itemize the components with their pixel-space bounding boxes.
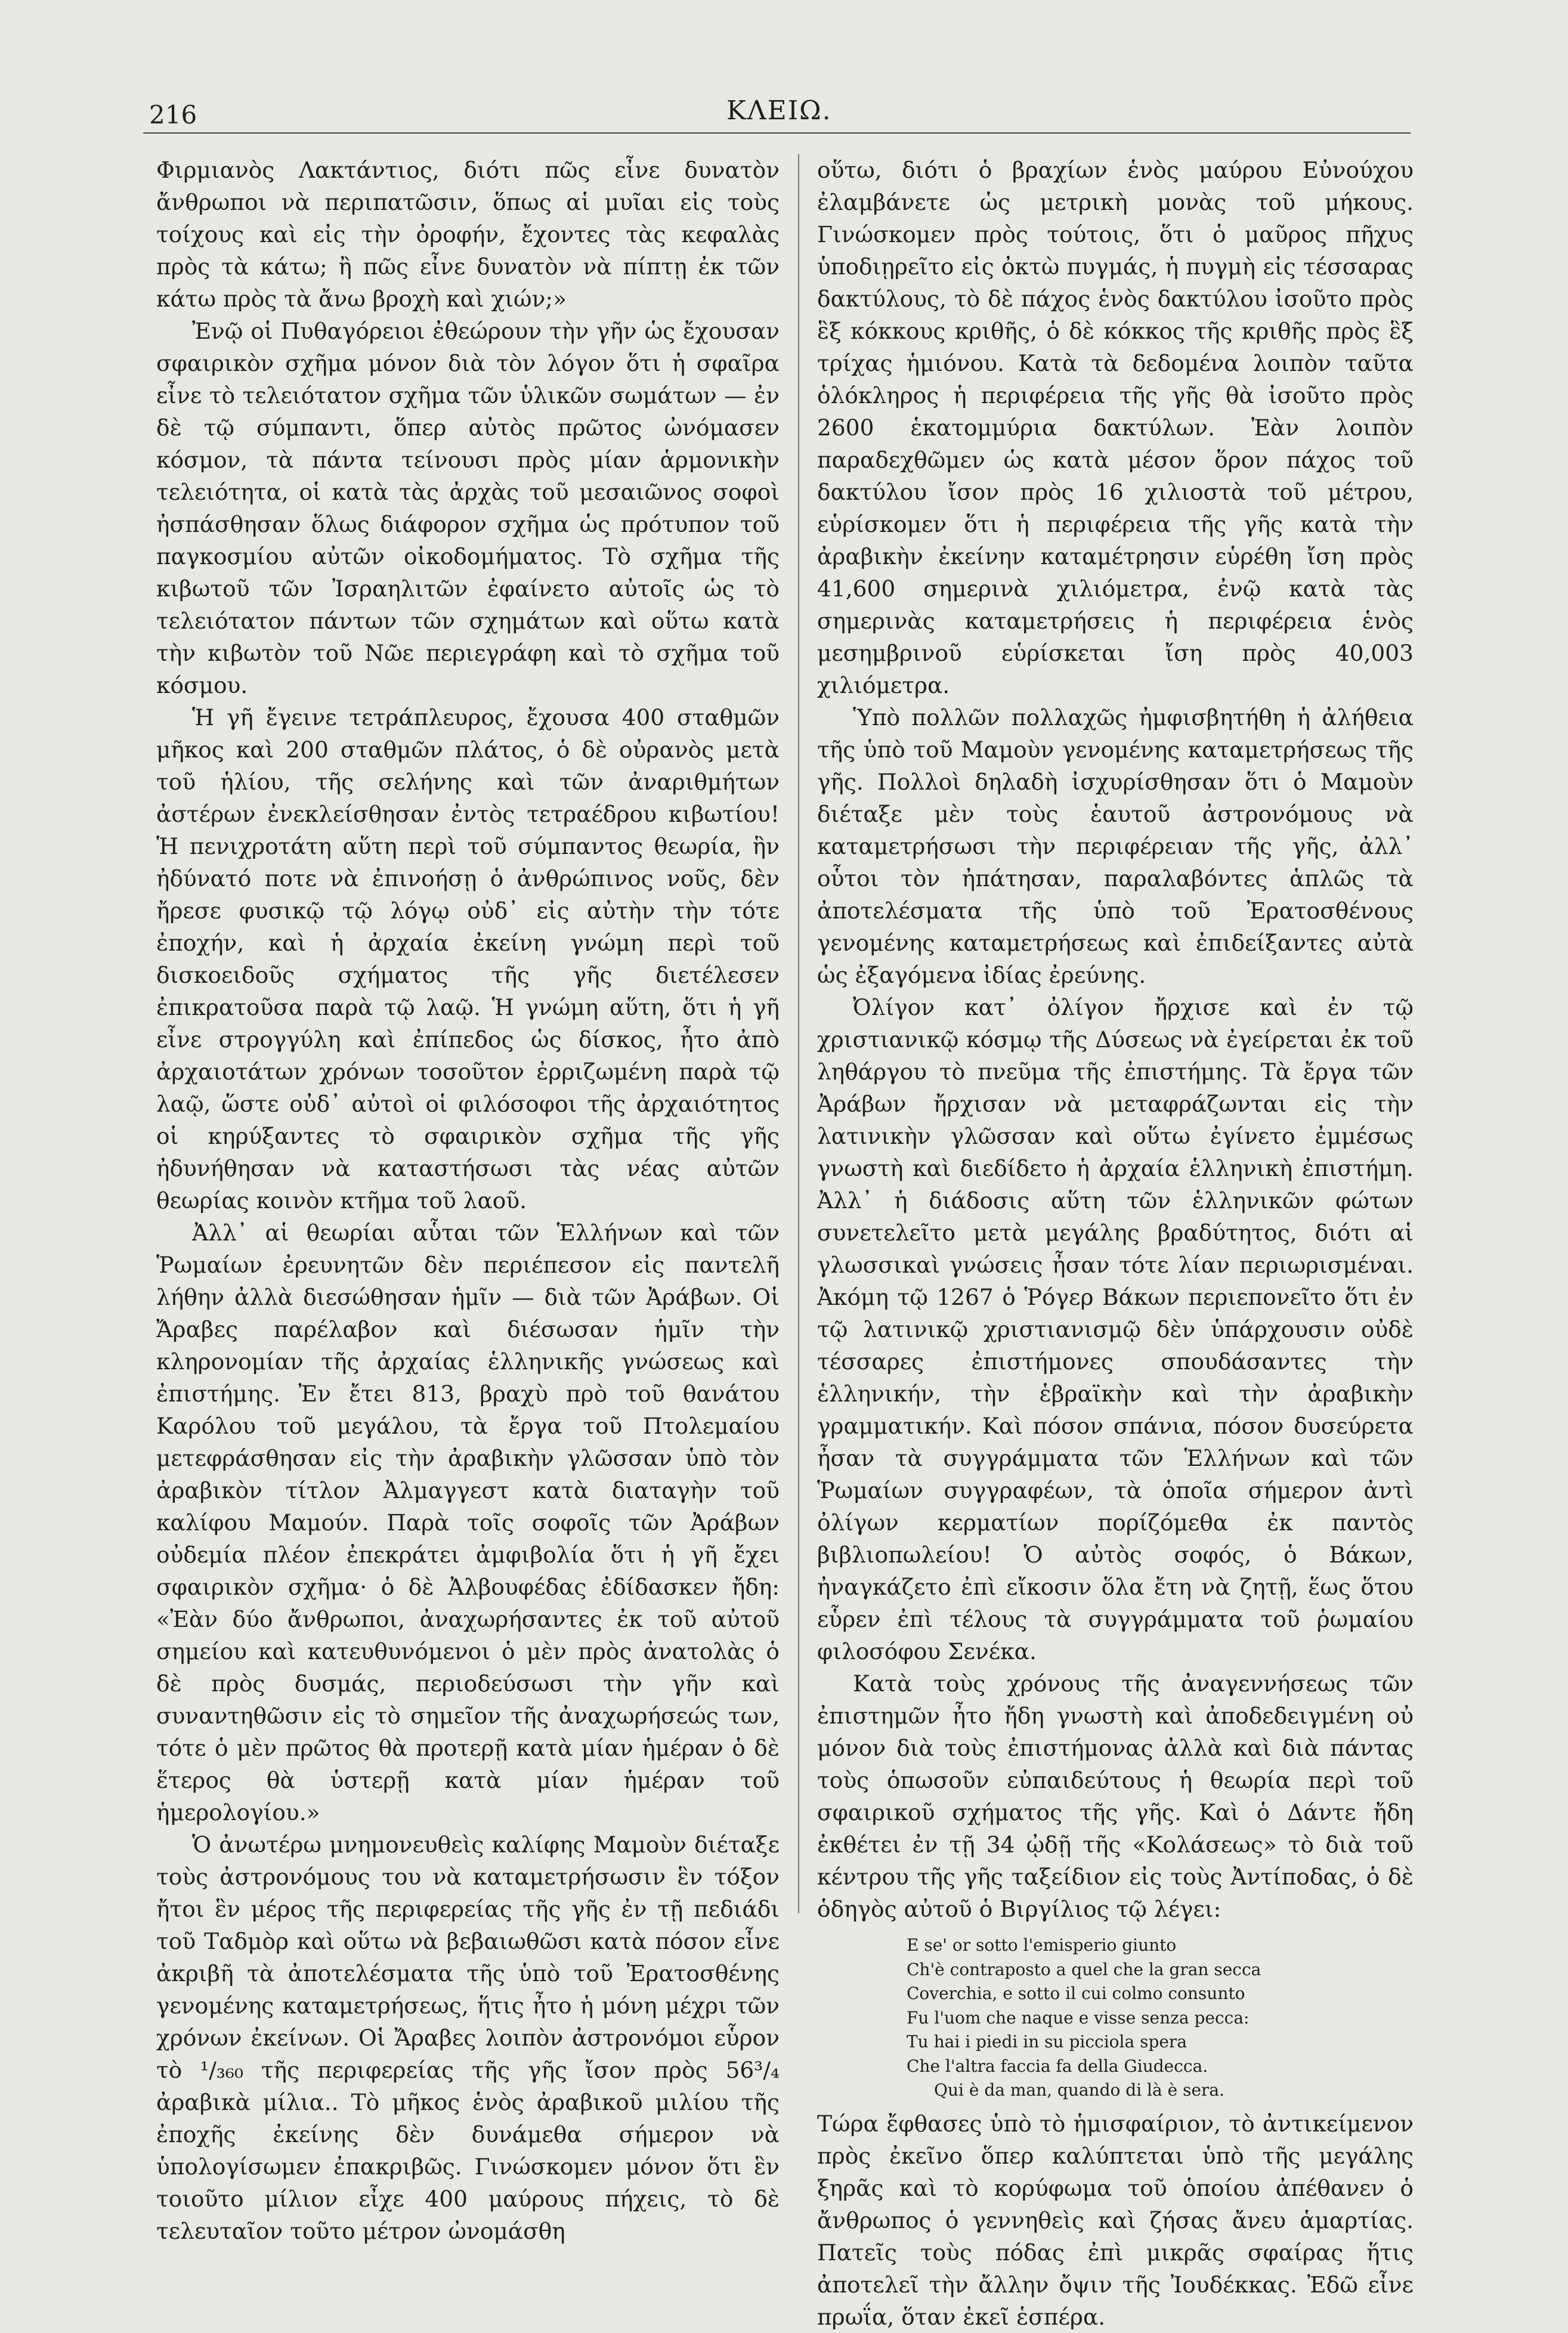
running-title: ΚΛΕΙΩ. — [726, 95, 832, 126]
poem-line: Fu l'uom che naque e visse senza pecca: — [907, 2007, 1250, 2028]
dante-quotation — [907, 1933, 1414, 2103]
poem-line: Qui è da man, quando di là è sera. — [934, 2080, 1224, 2100]
poem-line: Ch'è contraposto a quel che la gran secca — [907, 1959, 1261, 1979]
header-rule — [143, 132, 1411, 134]
poem-line: Coverchia, e sotto il cui colmo consunto — [907, 1984, 1245, 2003]
paragraph: Ὑπὸ πολλῶν πολλαχῶς ἠμφισβητήθη ἡ ἀλήθεια τῆς ὑπὸ τοῦ Μαμοὺν γενομένης καταμετρήσεως τῆς γῆς. Πολλοὶ δηλαδὴ ἰσχυρίσθησαν ὅτι ὁ Μαμοὺν διέταξε μὲν τοὺς ἑαυτοῦ ἀστρονόμους νὰ καταμετρήσωσι τὴν περιφέρειαν τῆς γῆς, ἀλλ᾽ οὗτοι τὸν ἠπάτησαν, παραλαβόντες ἁπλῶς τὰ ἀποτελέσματα τῆς ὑπὸ τοῦ Ἐρατοσθένους γενομένης καταμετρήσεως καὶ ἐπιδείξαντες αὐτὰ ὡς ἐξαγόμενα ἰδίας ἐρεύνης. — [817, 704, 1414, 988]
page-number: 216 — [149, 100, 197, 129]
right-column — [817, 154, 1414, 2333]
paragraph: οὕτω, διότι ὁ βραχίων ἑνὸς μαύρου Εὐνούχου ἐλαμβάνετε ὡς μετρικὴ μονὰς τοῦ μήκους. Γινώσκομεν πρὸς τούτοις, ὅτι ὁ μαῦρος πῆχυς ὑποδιῃρεῖτο εἰς ὀκτὼ πυγμάς, ἡ πυγμὴ εἰς τέσσαρας δακτύλους, τὸ δὲ πάχος ἑνὸς δακτύλου ἰσοῦτο πρὸς ἓξ κόκκους κριθῆς, ὁ δὲ κόκκος τῆς κριθῆς πρὸς ἓξ τρίχας ἡμιόνου. Κατὰ τὰ δεδομένα λοιπὸν ταῦτα ὁλόκληρος ἡ περιφέρεια τῆς γῆς θὰ ἰσοῦτο πρὸς 2600 ἑκατομμύρια δακτύλων. Ἐὰν λοιπὸν παραδεχθῶμεν ὡς κατὰ μέσον ὅρον πάχος τοῦ δακτύλου ἴσον πρὸς 16 χιλιοστὰ τοῦ μέτρου, εὑρίσκομεν ὅτι ἡ περιφέρεια τῆς γῆς κατὰ τὴν ἀραβικὴν ἐκείνην καταμέτρησιν εὑρέθη ἴση πρὸς 41,600 σημερινὰ χιλιόμετρα, ἐνῷ κατὰ τὰς σημερινὰς καταμετρήσεις ἡ περιφέρεια ἑνὸς μεσημβρινοῦ εὑρίσκεται ἴση πρὸς 40,003 χιλιόμετρα. — [817, 157, 1414, 698]
paragraph: Ὀλίγον κατ᾽ ὀλίγον ἤρχισε καὶ ἐν τῷ χριστιανικῷ κόσμῳ τῆς Δύσεως νὰ ἐγείρεται ἐκ τοῦ ληθάργου τὸ πνεῦμα τῆς ἐπιστήμης. Τὰ ἔργα τῶν Ἀράβων ἤρχισαν νὰ μεταφράζωνται εἰς τὴν λατινικὴν γλῶσσαν καὶ οὕτω ἐγίνετο ἐμμέσως γνωστὴ καὶ διεδίδετο ἡ ἀρχαία ἑλληνικὴ ἐπιστήμη. Ἀλλ᾽ ἡ διάδοσις αὕτη τῶν ἑλληνικῶν φώτων συνετελεῖτο μετὰ μεγάλης βραδύτητος, διότι αἱ γλωσσικαὶ γνώσεις ἦσαν τότε λίαν περιωρισμέναι. Ἀκόμη τῷ 1267 ὁ Ῥόγερ Βάκων περιεπονεῖτο ὅτι ἐν τῷ λατινικῷ χριστιανισμῷ δὲν ὑπάρχουσιν οὐδὲ τέσσαρες ἐπιστήμονες σπουδάσαντες τὴν ἑλληνικήν, τὴν ἑβραϊκὴν καὶ τὴν ἀραβικὴν γραμματικήν. Καὶ πόσον σπάνια, πόσον δυσεύρετα ἦσαν τὰ συγγράμματα τῶν Ἑλλήνων καὶ τῶν Ῥωμαίων συγγραφέων, τὰ ὁποῖα σήμερον ἀντὶ ὀλίγων κερματίων πορίζόμεθα ἐκ παντὸς βιβλιοπωλείου! Ὁ αὐτὸς σοφός, ὁ Βάκων, ἠναγκάζετο ἐπὶ εἴκοσιν ὅλα ἔτη νὰ ζητῇ, ἕως ὅτου εὗρεν ἐπὶ τέλους τὰ συγγράμματα τοῦ ῥωμαίου φιλοσόφου Σενέκα. — [817, 994, 1414, 1664]
paragraph: Κατὰ τοὺς χρόνους τῆς ἀναγεννήσεως τῶν ἐπιστημῶν ἦτο ἤδη γνωστὴ καὶ ἀποδεδειγμένη οὐ μόνον διὰ τοὺς ἐπιστήμονας ἀλλὰ καὶ διὰ πάντας τοὺς ὁπωσοῦν εὐπαιδεύτους ἡ θεωρία περὶ τοῦ σφαιρικοῦ σχήματος τῆς γῆς. Καὶ ὁ Δάντε ἤδη ἐκθέτει ἐν τῇ 34 ᾠδῇ τῆς «Κολάσεως» τὸ διὰ τοῦ κέντρου τῆς γῆς ταξείδιον εἰς τοὺς Ἀντίποδας, ὁ δὲ ὁδηγὸς αὐτοῦ ὁ Βιργίλιος τῷ λέγει: — [817, 1670, 1414, 1922]
paragraph: Ἐνῷ οἱ Πυθαγόρειοι ἐθεώρουν τὴν γῆν ὡς ἔχουσαν σφαιρικὸν σχῆμα μόνον διὰ τὸν λόγον ὅτι ἡ σφαῖρα εἶνε τὸ τελειότατον σχῆμα τῶν ὑλικῶν σωμάτων — ἐν δὲ τῷ σύμπαντι, ὅπερ αὐτὸς πρῶτος ὠνόμασεν κόσμον, τὰ πάντα τείνουσι πρὸς μίαν ἁρμονικὴν τελειότητα, οἱ κατὰ τὰς ἀρχὰς τοῦ μεσαιῶνος σοφοὶ ἠσπάσθησαν ὅλως διάφορον σχῆμα ὡς πρότυπον τοῦ παγκοσμίου αὐτῶν οἰκοδομήματος. Τὸ σχῆμα τῆς κιβωτοῦ τῶν Ἰσραηλιτῶν ἐφαίνετο αὐτοῖς ὡς τὸ τελειότατον πάντων τῶν σχημάτων καὶ οὕτω κατὰ τὴν κιβωτὸν τοῦ Νῶε περιεγράφη καὶ τὸ σχῆμα τοῦ κόσμου. — [156, 318, 780, 698]
left-column — [156, 154, 780, 2247]
paragraph: Ἡ γῆ ἔγεινε τετράπλευρος, ἔχουσα 400 σταθμῶν μῆκος καὶ 200 σταθμῶν πλάτος, ὁ δὲ οὐρανὸς μετὰ τοῦ ἡλίου, τῆς σελήνης καὶ τῶν ἀναριθμήτων ἀστέρων ἐνεκλείσθησαν ἐντὸς τετραέδρου κιβωτίου! Ἡ πενιχροτάτη αὕτη περὶ τοῦ σύμπαντος θεωρία, ἣν ἠδύνατό ποτε νὰ ἐπινοήσῃ ὁ ἀνθρώπινος νοῦς, δὲν ἤρεσε φυσικῷ τῷ λόγῳ οὐδ᾽ εἰς αὐτὴν τὴν τότε ἐποχήν, καὶ ἡ ἀρχαία ἐκείνη γνώμη περὶ τοῦ δισκοειδοῦς σχήματος τῆς γῆς διετέλεσεν ἐπικρατοῦσα παρὰ τῷ λαῷ. Ἡ γνώμη αὕτη, ὅτι ἡ γῆ εἶνε στρογγύλη καὶ ἐπίπεδος ὡς δίσκος, ἦτο ἀπὸ ἀρχαιοτάτων χρόνων τοσοῦτον ἐρριζωμένη παρὰ τῷ λαῷ, ὥστε οὐδ᾽ αὐτοὶ οἱ φιλόσοφοι τῆς ἀρχαιότητος οἱ κηρύξαντες τὸ σφαιρικὸν σχῆμα τῆς γῆς ἠδυνήθησαν νὰ καταστήσωσι τὰς νέας αὐτῶν θεωρίας κοινὸν κτῆμα τοῦ λαοῦ. — [156, 704, 780, 1214]
paragraph: Φιρμιανὸς Λακτάντιος, διότι πῶς εἶνε δυνατὸν ἄνθρωποι νὰ περιπατῶσιν, ὅπως αἱ μυῖαι εἰς τοὺς τοίχους καὶ εἰς τὴν ὀροφήν, ἔχοντες τὰς κεφαλὰς πρὸς τὰ κάτω; ἢ πῶς εἶνε δυνατὸν νὰ πίπτῃ ἐκ τῶν κάτω πρὸς τὰ ἄνω βροχὴ καὶ χιών;» — [156, 157, 780, 312]
poem-line: Che l'altra faccia fa della Giudecca. — [907, 2056, 1208, 2076]
poem-line: Tu hai i piedi in su picciola spera — [907, 2032, 1187, 2052]
paragraph: Ἀλλ᾽ αἱ θεωρίαι αὗται τῶν Ἑλλήνων καὶ τῶν Ῥωμαίων ἐρευνητῶν δὲν περιέπεσον εἰς παντελῆ λήθην ἀλλὰ διεσώθησαν ἡμῖν — διὰ τῶν Ἀράβων. Οἱ Ἄραβες παρέλαβον καὶ διέσωσαν ἡμῖν τὴν κληρονομίαν τῆς ἀρχαίας ἑλληνικῆς γνώσεως καὶ ἐπιστήμης. Ἐν ἔτει 813, βραχὺ πρὸ τοῦ θανάτου Καρόλου τοῦ μεγάλου, τὰ ἔργα τοῦ Πτολεμαίου μετεφράσθησαν εἰς τὴν ἀραβικὴν γλῶσσαν ὑπὸ τὸν ἀραβικὸν τίτλον Ἀλμαγγεστ κατὰ διαταγὴν τοῦ καλίφου Μαμούν. Παρὰ τοῖς σοφοῖς τῶν Ἀράβων οὐδεμία πλέον ἐπεκράτει ἀμφιβολία ὅτι ἡ γῆ ἔχει σφαιρικὸν σχῆμα· ὁ δὲ Ἀλβουφέδας ἐδίδασκεν ἤδη: «Ἐὰν δύο ἄνθρωποι, ἀναχωρήσαντες ἐκ τοῦ αὐτοῦ σημείου καὶ κατευθυνόμενοι ὁ μὲν πρὸς ἀνατολὰς ὁ δὲ πρὸς δυσμάς, περιοδεύσωσι τὴν γῆν καὶ συναντηθῶσιν εἰς τὸ σημεῖον τῆς ἀναχωρήσεώς των, τότε ὁ μὲν πρῶτος θὰ προτερῇ κατὰ μίαν ἡμέραν ὁ δὲ ἕτερος θὰ ὑστερῇ κατὰ μίαν ἡμέραν τοῦ ἡμερολογίου.» — [156, 1220, 780, 1825]
poem-line: E se' or sotto l'emisperio giunto — [907, 1935, 1177, 1955]
paragraph: Ὁ ἀνωτέρω μνημονευθεὶς καλίφης Μαμοὺν διέταξε τοὺς ἀστρονόμους του νὰ καταμετρήσωσιν ἓν τόξον ἤτοι ἓν μέρος τῆς περιφερείας τῆς γῆς ἐν τῇ πεδιάδι τοῦ Ταδμὸρ καὶ οὕτω νὰ βεβαιωθῶσι κατὰ πόσον εἶνε ἀκριβῆ τὰ ἀποτελέσματα τῆς ὑπὸ τοῦ Ἐρατοσθένης γενομένης καταμετρήσεως, ἥτις ἦτο ἡ μόνη μέχρι τῶν χρόνων ἐκείνων. Οἱ Ἄραβες λοιπὸν ἀστρονόμοι εὗρον τὸ ¹/₃₆₀ τῆς περιφερείας τῆς γῆς ἴσον πρὸς 56³/₄ ἀραβικὰ μίλια.. Τὸ μῆκος ἑνὸς ἀραβικοῦ μιλίου τῆς ἐποχῆς ἐκείνης δὲν δυνάμεθα σήμερον νὰ ὑπολογίσωμεν ἐπακριβῶς. Γινώσκομεν μόνον ὅτι ἓν τοιοῦτο μίλιον εἶχε 400 μαύρους πήχεις, τὸ δὲ τελευταῖον τοῦτο μέτρον ὠνομάσθη — [156, 1831, 780, 2244]
column-divider — [798, 154, 799, 1913]
paragraph: Τώρα ἔφθασες ὑπὸ τὸ ἡμισφαίριον, τὸ ἀντικείμενον πρὸς ἐκεῖνο ὅπερ καλύπτεται ὑπὸ τῆς μεγάλης ξηρᾶς καὶ τὸ κορύφωμα τοῦ ὁποίου ἀπέθανεν ὁ ἄνθρωπος ὁ γεννηθεὶς καὶ ζήσας ἄνευ ἁμαρτίας. Πατεῖς τοὺς πόδας ἐπὶ μικρᾶς σφαίρας ἥτις ἀποτελεῖ τὴν ἄλλην ὄψιν τῆς Ἰουδέκκας. Ἐδῶ εἶνε πρωΐα, ὅταν ἐκεῖ ἑσπέρα. — [817, 2110, 1414, 2330]
